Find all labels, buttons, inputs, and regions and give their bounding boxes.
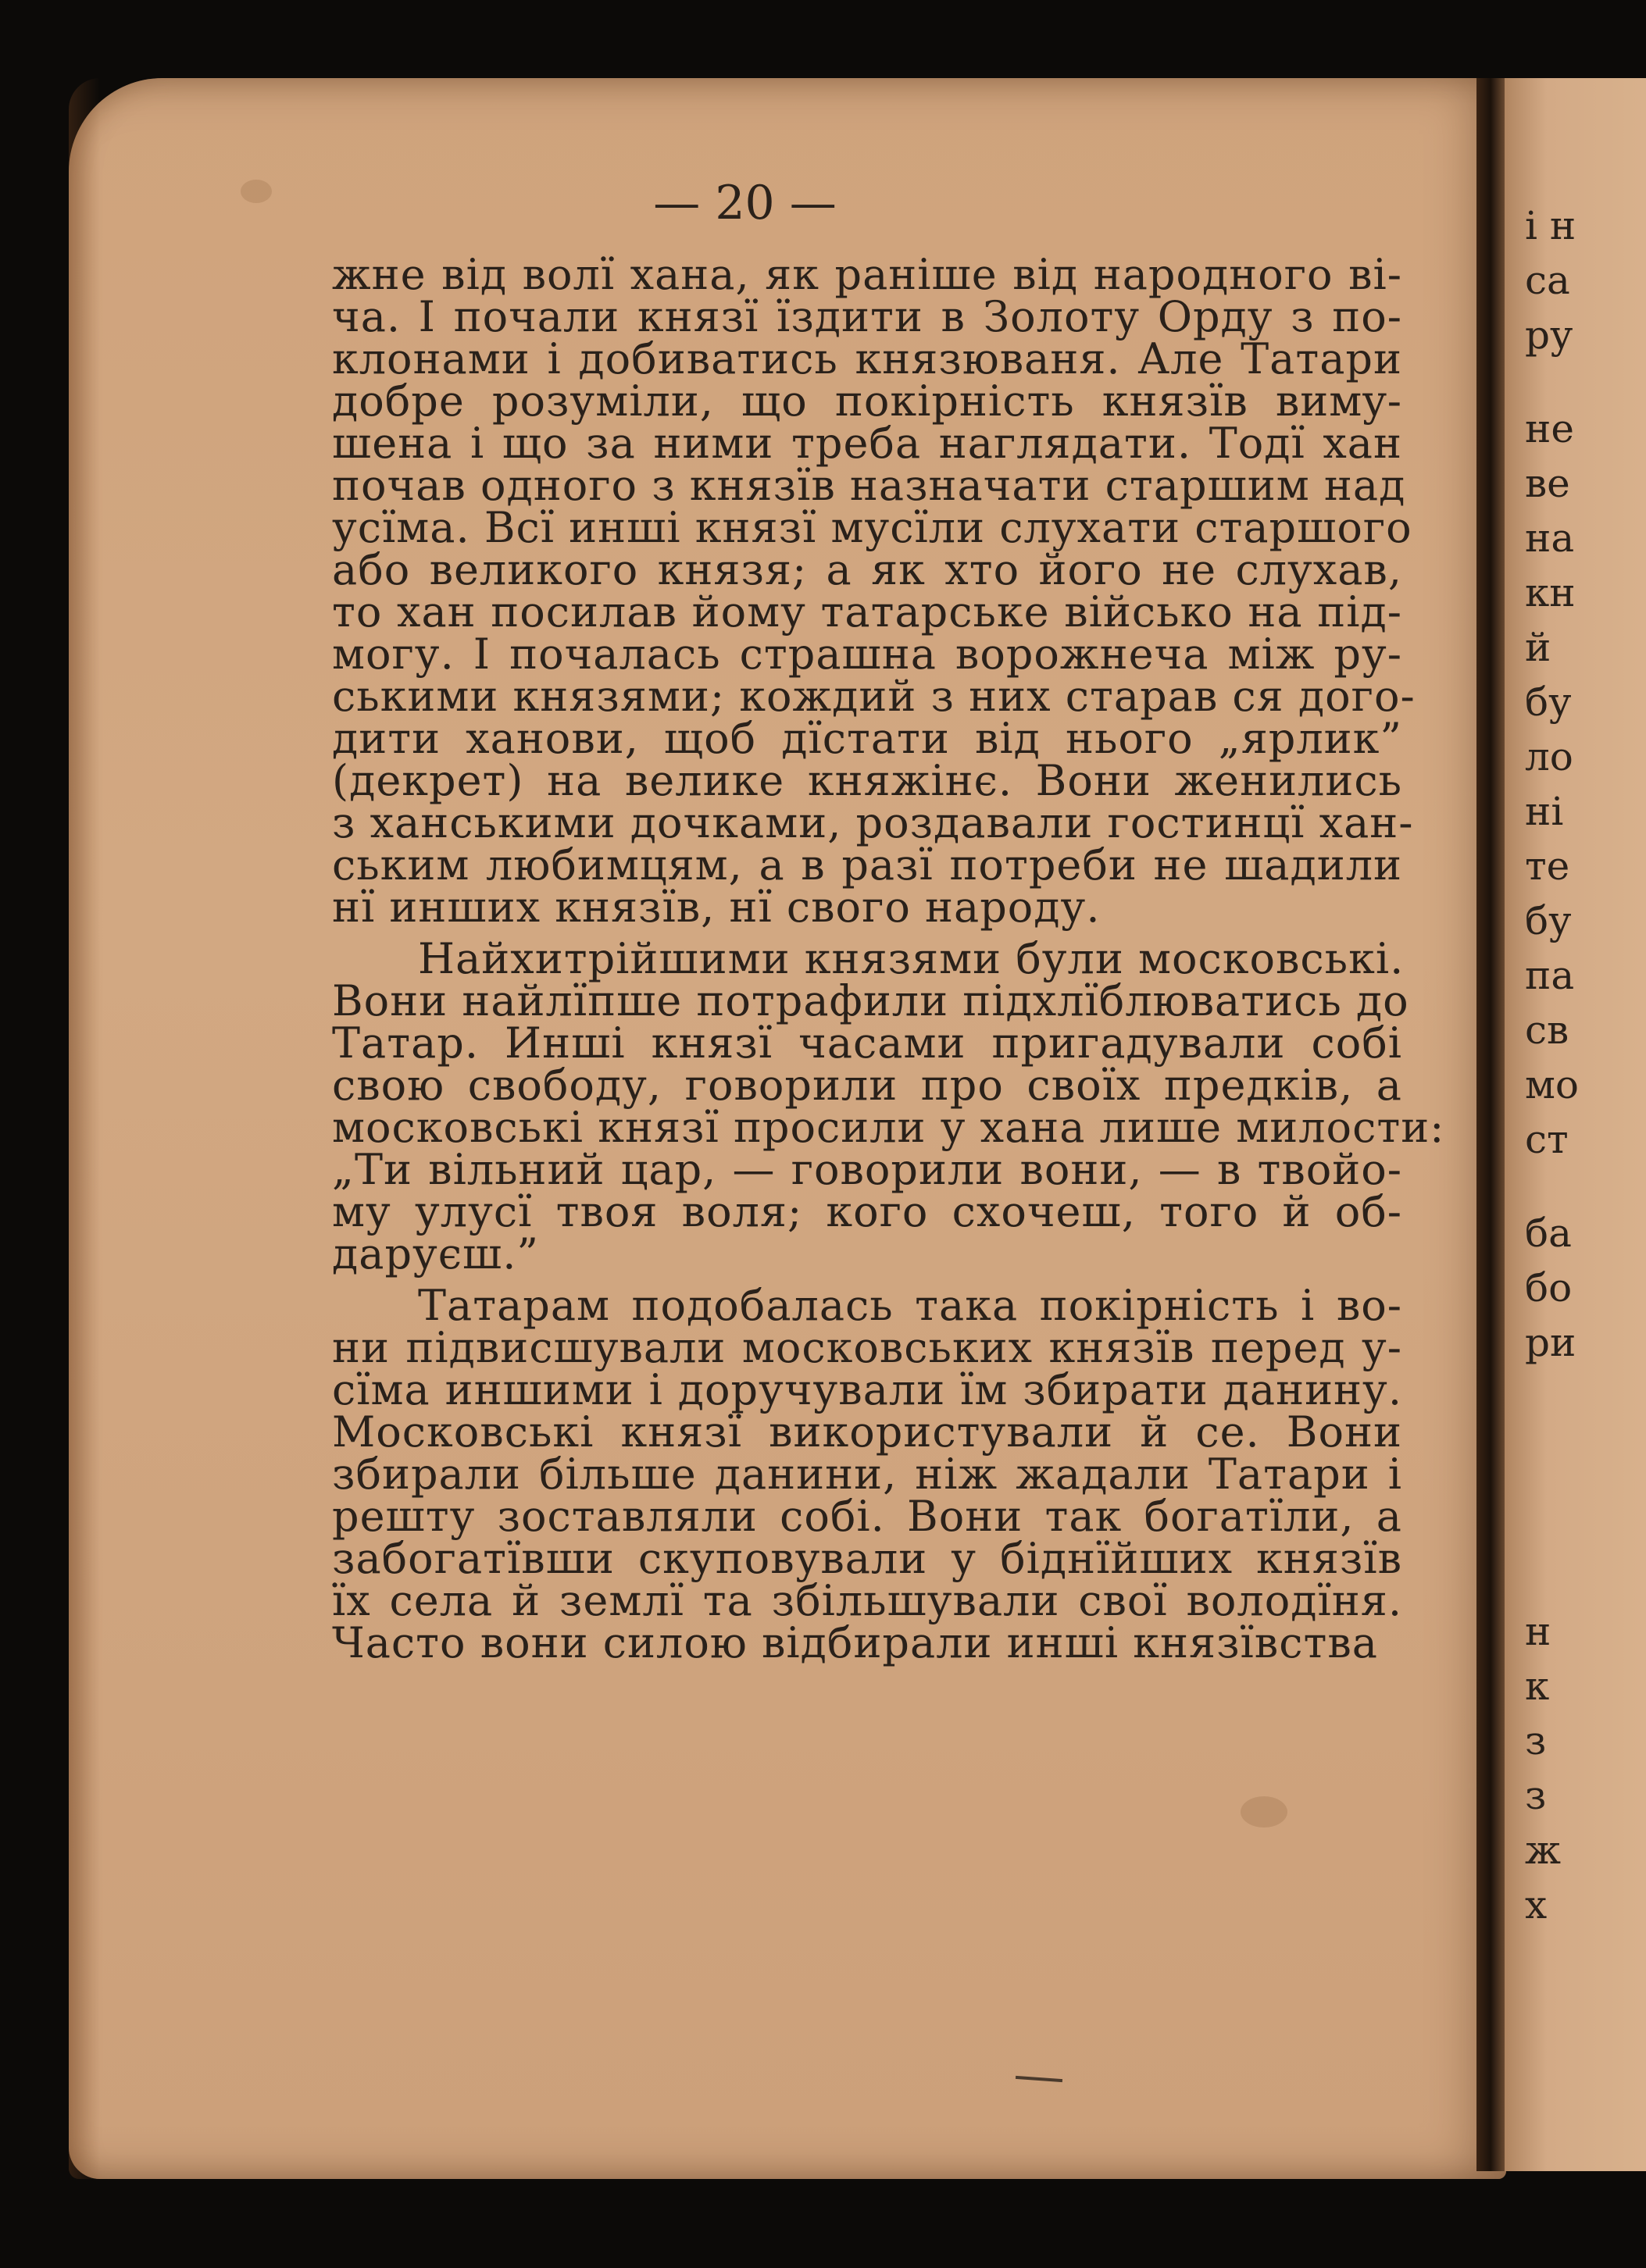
book-gutter (1476, 78, 1505, 2171)
text-line: забогатївши скуповували у біднїйших князїв (332, 1534, 1402, 1583)
text-line: нї инших князїв, нї свого народу. (332, 883, 1101, 932)
facing-page-fragment: бу (1525, 679, 1572, 725)
facing-page-fragment: не (1525, 406, 1574, 451)
text-line: добре розуміли, що покірність князїв вимy- (332, 376, 1402, 426)
text-line: почав одного з князїв назначати старшим над (332, 461, 1406, 510)
facing-page-fragment: ве (1525, 461, 1570, 506)
facing-page-fragment: н (1525, 1609, 1551, 1654)
text-line: „Ти вільний цар, — говорили вони, — в твойо- (332, 1145, 1402, 1194)
text-line: даруєш.” (332, 1229, 540, 1278)
facing-page-fragment: х (1525, 1882, 1548, 1927)
facing-page-fragment: й (1525, 625, 1551, 670)
facing-page (1505, 78, 1646, 2171)
facing-page-fragment: бу (1525, 898, 1572, 943)
facing-page-fragment: з (1525, 1718, 1547, 1763)
text-line: свою свободу, говорили про своїх предків, а (332, 1061, 1402, 1110)
text-line: то хан посилав йому татарське військо на під- (332, 587, 1402, 637)
text-line: ни підвисшували московських князїв перед у- (332, 1323, 1402, 1372)
text-line: му улусї твоя воля; кого схочеш, того й об- (332, 1187, 1402, 1236)
facing-page-fragment: са (1525, 258, 1570, 303)
page-number: — 20 — (653, 176, 837, 230)
text-line: решту зоставляли собі. Вони так богатїли, а (332, 1492, 1402, 1541)
facing-page-fragment: мо (1525, 1062, 1579, 1107)
facing-page-fragment: з (1525, 1773, 1547, 1818)
text-line: Часто вони силою відбирали инші князївства (332, 1618, 1378, 1667)
facing-page-fragment: ри (1525, 1320, 1576, 1365)
facing-page-fragment: к (1525, 1664, 1550, 1709)
facing-page-fragment: і н (1525, 203, 1576, 248)
text-line: ським любимцям, а в разї потреби не шадили (332, 840, 1402, 890)
text-line: ськими князями; кождий з них старав ся дого- (332, 672, 1416, 721)
facing-page-fragment: св (1525, 1007, 1569, 1053)
facing-page-fragment: ні (1525, 789, 1564, 834)
text-line: усїма. Всї инші князї мусїли слухати старшого (332, 503, 1412, 552)
facing-page-fragment: па (1525, 953, 1575, 998)
facing-page-fragment: бо (1525, 1265, 1573, 1311)
text-line: дити ханови, щоб дїстати від нього „ярлик” (332, 714, 1402, 763)
text-line: московські князї просили у хана лише милости: (332, 1103, 1445, 1152)
text-line: шена і що за ними треба наглядати. Тодї хан (332, 419, 1402, 468)
text-line: ча. І почали князї їздити в Золоту Орду з по- (332, 292, 1402, 341)
facing-page-fragment: ло (1525, 734, 1573, 779)
facing-page-fragment: ба (1525, 1211, 1572, 1256)
text-line: або великого князя; а як хто його не слухав, (332, 545, 1402, 594)
facing-page-fragment: ру (1525, 312, 1573, 358)
text-line: клонами і добиватись князюваня. Але Татари (332, 334, 1402, 383)
text-line: Московські князї використували й се. Вони (332, 1407, 1402, 1457)
facing-page-fragment: кн (1525, 570, 1576, 615)
text-line: з ханськими дочками, роздавали гостинцї хан- (332, 798, 1414, 847)
facing-page-fragment: те (1525, 843, 1570, 889)
text-line: Найхитрійшими князями були московські. (418, 934, 1405, 983)
text-line: сїма иншими і доручували їм збирати данину. (332, 1365, 1402, 1414)
facing-page-fragment: ж (1525, 1828, 1561, 1873)
text-line: збирали більше данини, ніж жадали Татари і (332, 1450, 1402, 1499)
text-line: жне від волї хана, як раніше від народного ві- (332, 250, 1402, 299)
text-line: Татарам подобалась така покірність і во- (418, 1281, 1402, 1330)
facing-page-fragment: ст (1525, 1117, 1569, 1162)
paper-stain (1241, 1796, 1287, 1828)
text-line: Татар. Инші князї часами пригадували собі (332, 1018, 1402, 1068)
text-line: могу. І почалась страшна ворожнеча між ру- (332, 629, 1402, 679)
text-line: (декрет) на велике княжінє. Вони женились (332, 756, 1402, 805)
body-text (332, 250, 1445, 1667)
text-line: їх села й землї та збільшували свої володїня. (332, 1576, 1402, 1625)
facing-page-fragment: на (1525, 515, 1575, 561)
text-line: Вони найлїпше потрафили підхлїблюватись до (332, 976, 1409, 1025)
